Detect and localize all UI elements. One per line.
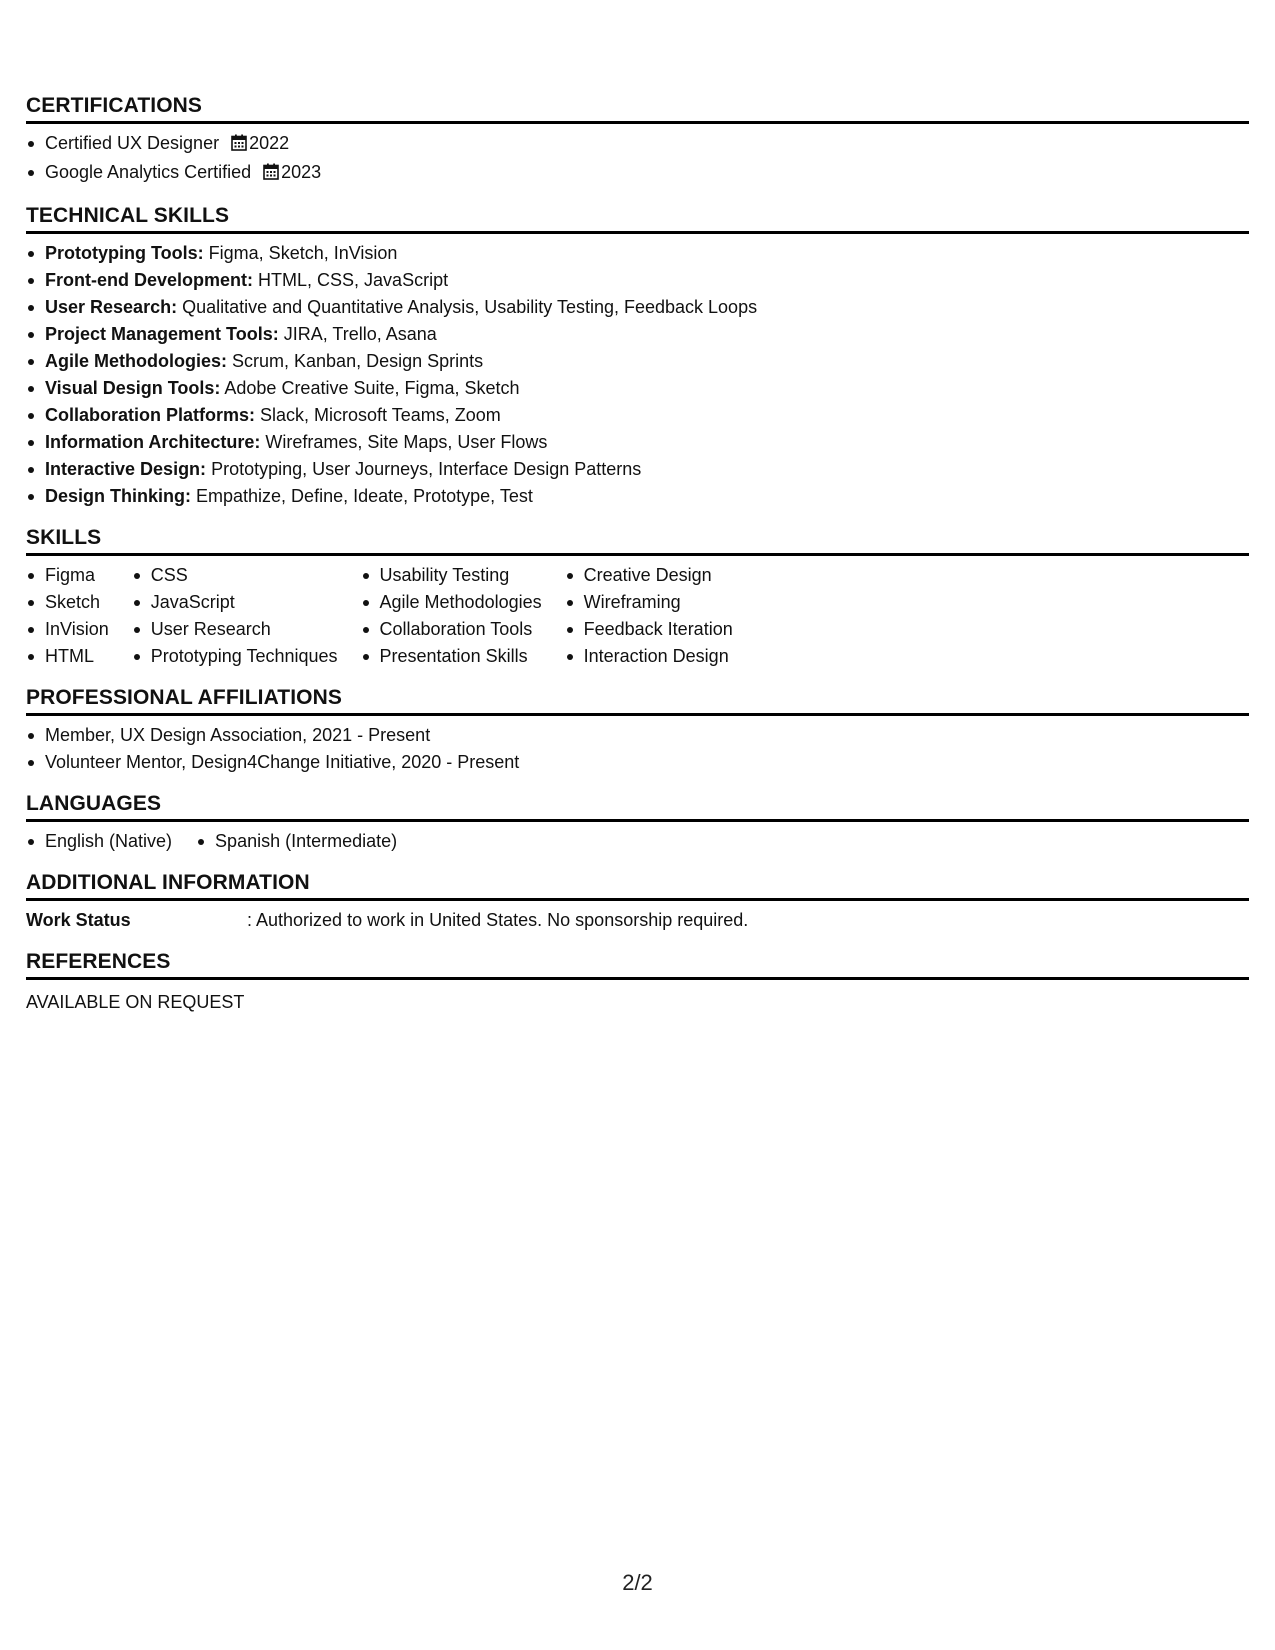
list-item (26, 321, 1249, 348)
skill-values: JIRA, Trello, Asana (283, 324, 437, 344)
list-item (26, 402, 1249, 429)
list-item: Sketch (26, 589, 109, 616)
list-item (26, 456, 1249, 483)
section-title-technical-skills: TECHNICAL SKILLS (26, 204, 1249, 234)
list-item: Volunteer Mentor, Design4Change Initiative, 2020 - Present (26, 749, 1249, 776)
skills-column (565, 562, 733, 670)
calendar-icon (231, 132, 247, 159)
list-item: User Research (132, 616, 338, 643)
certifications-list (26, 130, 1249, 188)
list-item (26, 130, 1249, 159)
list-item: Spanish (Intermediate) (196, 828, 397, 855)
list-item: Feedback Iteration (565, 616, 733, 643)
affiliations-list (26, 722, 1249, 776)
skill-category: Collaboration Platforms: (45, 405, 256, 425)
page-number: 2/2 (622, 1570, 653, 1595)
list-item: CSS (132, 562, 338, 589)
skill-values: Slack, Microsoft Teams, Zoom (260, 405, 501, 425)
skill-values: Wireframes, Site Maps, User Flows (265, 432, 548, 452)
list-item: Collaboration Tools (361, 616, 542, 643)
list-item (26, 348, 1249, 375)
skill-category: User Research: (45, 297, 178, 317)
certification-name: Certified UX Designer (45, 133, 220, 153)
skills-column (132, 562, 338, 670)
list-item: Figma (26, 562, 109, 589)
references-text: AVAILABLE ON REQUEST (26, 992, 245, 1012)
section-title-additional-info: ADDITIONAL INFORMATION (26, 871, 1249, 901)
skill-values: HTML, CSS, JavaScript (258, 270, 449, 290)
technical-skills-list (26, 240, 1249, 510)
skill-category: Prototyping Tools: (45, 243, 204, 263)
list-item: Usability Testing (361, 562, 542, 589)
work-status-label: Work Status (26, 910, 131, 930)
languages-list (26, 828, 1249, 855)
skill-values: Empathize, Define, Ideate, Prototype, Test (196, 486, 533, 506)
list-item (26, 267, 1249, 294)
section-title-skills: SKILLS (26, 526, 1249, 556)
calendar-icon (263, 161, 279, 188)
list-item (26, 159, 1249, 188)
list-item (26, 429, 1249, 456)
list-item (26, 294, 1249, 321)
work-status-value: : Authorized to work in United States. No sponsorship required. (247, 910, 749, 930)
list-item: Member, UX Design Association, 2021 - Present (26, 722, 1249, 749)
list-item (26, 240, 1249, 267)
skill-category: Information Architecture: (45, 432, 261, 452)
skill-category: Design Thinking: (45, 486, 191, 506)
skill-values: Adobe Creative Suite, Figma, Sketch (224, 378, 520, 398)
skills-column (26, 562, 109, 670)
skill-values: Qualitative and Quantitative Analysis, Usability Testing, Feedback Loops (182, 297, 758, 317)
list-item: Agile Methodologies (361, 589, 542, 616)
skill-values: Scrum, Kanban, Design Sprints (232, 351, 484, 371)
section-title-certifications: CERTIFICATIONS (26, 94, 1249, 124)
section-title-affiliations: PROFESSIONAL AFFILIATIONS (26, 686, 1249, 716)
resume-page (26, 94, 1249, 1032)
list-item (26, 375, 1249, 402)
skill-category: Front-end Development: (45, 270, 254, 290)
skill-category: Agile Methodologies: (45, 351, 227, 371)
certification-year: 2022 (249, 133, 290, 153)
skill-values: Prototyping, User Journeys, Interface Design Patterns (211, 459, 642, 479)
list-item: Wireframing (565, 589, 733, 616)
section-title-references: REFERENCES (26, 950, 1249, 980)
languages-section (26, 792, 1249, 855)
list-item: English (Native) (26, 828, 172, 855)
list-item: Prototyping Techniques (132, 643, 338, 670)
list-item: Presentation Skills (361, 643, 542, 670)
affiliations-section (26, 686, 1249, 776)
section-title-languages: LANGUAGES (26, 792, 1249, 822)
list-item (26, 483, 1249, 510)
skill-values: Figma, Sketch, InVision (208, 243, 398, 263)
certifications-section (26, 94, 1249, 188)
certification-year: 2023 (281, 162, 322, 182)
skills-column (361, 562, 542, 670)
list-item: HTML (26, 643, 109, 670)
certification-name: Google Analytics Certified (45, 162, 252, 182)
skill-category: Visual Design Tools: (45, 378, 221, 398)
work-status-row (26, 907, 1249, 934)
list-item: Interaction Design (565, 643, 733, 670)
additional-info-section (26, 871, 1249, 934)
list-item: Creative Design (565, 562, 733, 589)
list-item: InVision (26, 616, 109, 643)
references-section (26, 950, 1249, 1016)
skills-section (26, 526, 1249, 670)
skill-category: Interactive Design: (45, 459, 207, 479)
technical-skills-section (26, 204, 1249, 510)
skills-grid (26, 562, 1249, 670)
skill-category: Project Management Tools: (45, 324, 279, 344)
list-item: JavaScript (132, 589, 338, 616)
